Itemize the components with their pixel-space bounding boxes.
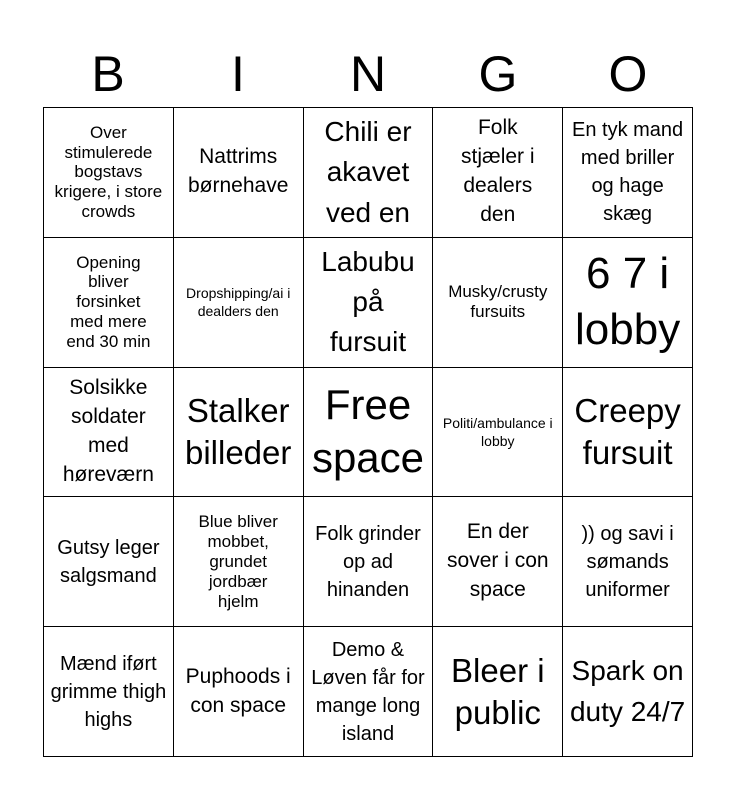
bingo-cell-text: Bleer i public (451, 652, 545, 731)
bingo-cell-r5c2[interactable] (174, 627, 304, 757)
bingo-cell-text: Mænd iført grimme thigh highs (50, 652, 167, 731)
header-letter-o: O (608, 46, 648, 102)
bingo-cell-text: Free space (311, 381, 425, 481)
bingo-cell-text: Opening bliver forsinket med mere end 30 min (66, 252, 151, 351)
bingo-cell-r3c4[interactable] (433, 368, 563, 498)
bingo-cell-text: Folk stjæler i dealers den (461, 116, 535, 227)
bingo-cell-r4c2[interactable] (174, 497, 304, 627)
bingo-cell-text: Chili er akavet ved en (324, 115, 412, 228)
bingo-cell-text: Gutsy leger salgsmand (57, 536, 160, 587)
bingo-cell-r1c2[interactable] (174, 108, 304, 238)
bingo-cell-r5c3[interactable] (304, 627, 434, 757)
header-letter-i: I (231, 46, 245, 102)
bingo-cell-text: Musky/crusty fursuits (448, 282, 548, 322)
bingo-cell-r2c4[interactable] (433, 238, 563, 368)
bingo-cell-r5c5[interactable] (563, 627, 693, 757)
bingo-cell-text: Puphoods i con space (185, 664, 291, 717)
bingo-cell-r1c3[interactable] (304, 108, 434, 238)
bingo-cell-text: )) og savi i sømands uniformer (581, 522, 674, 601)
bingo-cell-r2c2[interactable] (174, 238, 304, 368)
bingo-cell-r3c2[interactable] (174, 368, 304, 498)
bingo-cell-text: Over stimulerede bogstavs krigere, i store crowds (54, 122, 163, 222)
bingo-card-grid (43, 107, 693, 757)
bingo-cell-r3c1[interactable] (44, 368, 174, 498)
bingo-cell-r1c5[interactable] (563, 108, 693, 238)
bingo-cell-text: 6 7 i lobby (575, 248, 681, 355)
bingo-cell-text: Solsikke soldater med høreværn (62, 376, 154, 486)
bingo-cell-text: En der sover i con space (447, 520, 549, 602)
bingo-cell-r1c1[interactable] (44, 108, 174, 238)
bingo-cell-r4c4[interactable] (433, 497, 563, 627)
bingo-cell-text: Politi/ambulance i lobby (442, 414, 553, 449)
bingo-cell-r2c5[interactable] (563, 238, 693, 368)
bingo-cell-text: Labubu på fursuit (321, 245, 415, 358)
header-letter-g: G (478, 46, 518, 102)
bingo-cell-text: Dropshipping/ai i dealders den (186, 285, 291, 320)
bingo-cell-r3c3[interactable] (304, 368, 434, 498)
bingo-cell-r4c1[interactable] (44, 497, 174, 627)
bingo-cell-text: En tyk mand med briller og hage skæg (572, 119, 684, 226)
bingo-cell-r5c4[interactable] (433, 627, 563, 757)
bingo-cell-r3c5[interactable] (563, 368, 693, 498)
bingo-cell-r4c5[interactable] (563, 497, 693, 627)
bingo-cell-text: Demo & Løven får for mange long island (311, 638, 425, 745)
bingo-header (43, 40, 693, 108)
header-letter-b: B (91, 46, 125, 102)
bingo-cell-r2c3[interactable] (304, 238, 434, 368)
bingo-cell-r2c1[interactable] (44, 238, 174, 368)
bingo-cell-text: Nattrims børnehave (187, 145, 289, 198)
bingo-cell-text: Stalker billeder (184, 392, 292, 471)
bingo-cell-r5c1[interactable] (44, 627, 174, 757)
bingo-cell-text: Folk grinder op ad hinanden (315, 522, 421, 601)
bingo-cell-r4c3[interactable] (304, 497, 434, 627)
bingo-cell-text: Blue bliver mobbet, grundet jordbær hjelm (198, 512, 278, 611)
header-letter-n: N (349, 46, 387, 102)
bingo-cell-r1c4[interactable] (433, 108, 563, 238)
bingo-cell-text: Creepy fursuit (574, 392, 681, 471)
bingo-cell-text: Spark on duty 24/7 (569, 655, 686, 727)
